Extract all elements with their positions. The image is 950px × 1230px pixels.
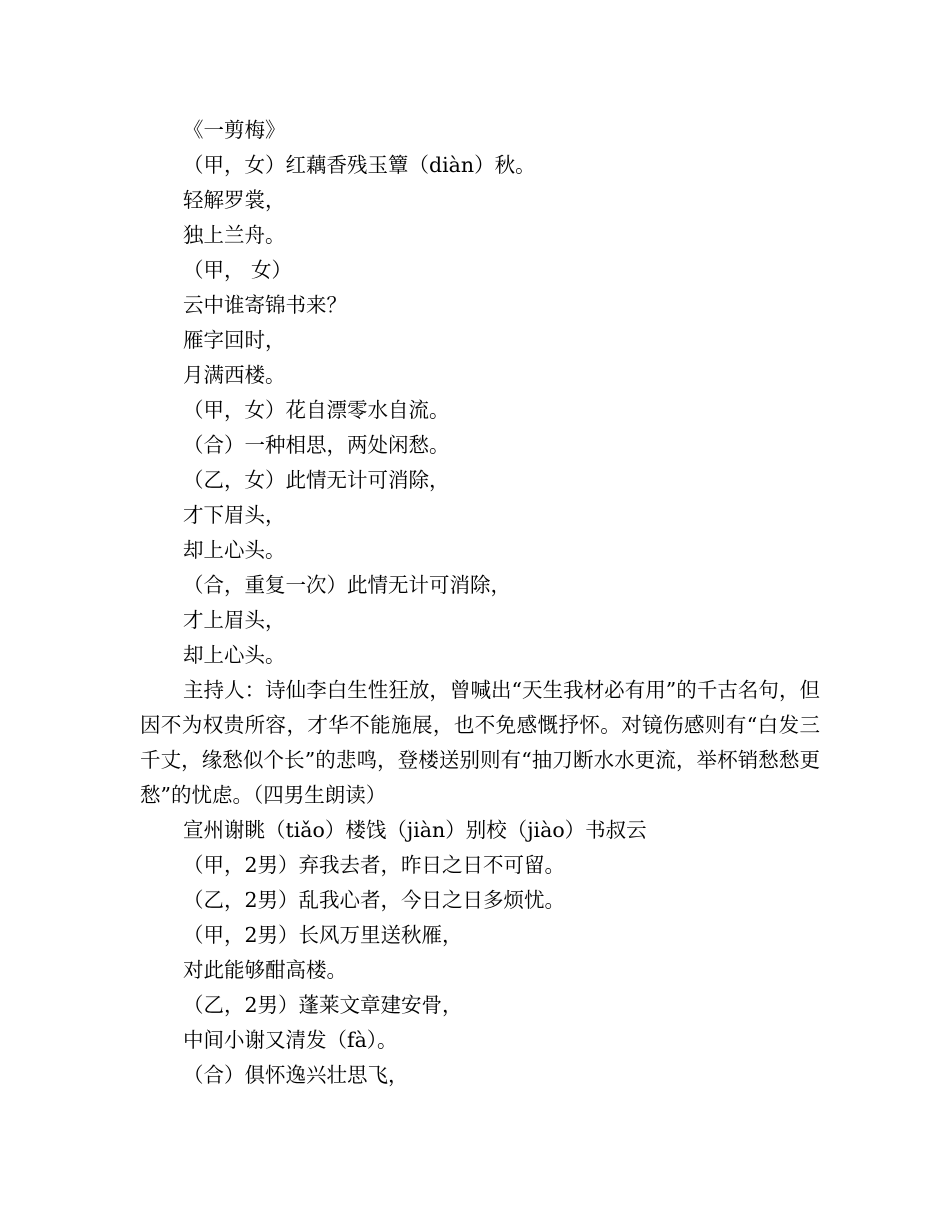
text-line: 却上心头。 <box>183 643 286 667</box>
text-line: 独上兰舟。 <box>183 223 286 247</box>
text-line: 中间小谢又清发（fà）。 <box>183 1028 398 1052</box>
text-line: 才上眉头， <box>183 608 286 632</box>
text-line: 却上心头。 <box>183 538 286 562</box>
text-line: （甲， 女） <box>183 258 293 282</box>
poem-title-xuanzhou: 宣州谢眺（tiǎo）楼饯（jiàn）别校（jiào）书叔云 <box>183 818 647 842</box>
text-line: 对此能够酣高楼。 <box>183 958 347 982</box>
text-line: （乙，女）此情无计可消除， <box>183 468 450 492</box>
host-paragraph: 主持人：诗仙李白生性狂放，曾喊出“天生我材必有用”的千古名句，但因不为权贵所容，才华不能施展，也不免感慨抒怀。对镜伤感则有“白发三千丈，缘愁似个长”的悲鸣，登楼送别则有“抽刀断水水更流，举杯销愁愁更愁”的忧虑。（四男生朗读） <box>140 678 820 807</box>
text-line: （乙，2男）蓬莱文章建安骨， <box>183 993 463 1017</box>
text-line: （合）一种相思，两处闲愁。 <box>183 433 450 457</box>
text-line: 雁字回时， <box>183 328 286 352</box>
text-line: （甲，女）花自漂零水自流。 <box>183 398 450 422</box>
text-line: （合）俱怀逸兴壮思飞， <box>183 1063 409 1087</box>
text-line: 才下眉头， <box>183 503 286 527</box>
text-line: 月满西楼。 <box>183 363 286 387</box>
text-line: （甲，女）红藕香残玉簟（diàn）秋。 <box>183 153 536 177</box>
document-body <box>140 113 820 1093</box>
text-line: （乙，2男）乱我心者，今日之日多烦忧。 <box>183 888 566 912</box>
text-line: （甲，2男）弃我去者，昨日之日不可留。 <box>183 853 566 877</box>
text-line: （合，重复一次）此情无计可消除， <box>183 573 511 597</box>
text-line: 轻解罗裳， <box>183 188 286 212</box>
poem-title-yijianmei: 《一剪梅》 <box>183 118 286 142</box>
text-line: （甲，2男）长风万里送秋雁， <box>183 923 463 947</box>
text-line: 云中谁寄锦书来？ <box>183 293 347 317</box>
